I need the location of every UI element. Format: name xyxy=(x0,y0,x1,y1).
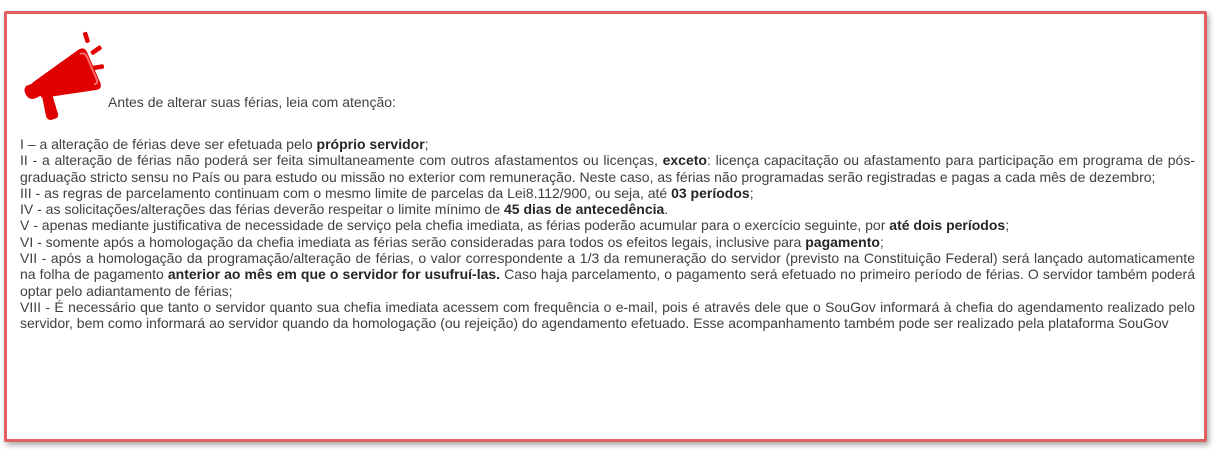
rule-emphasis: exceto xyxy=(662,152,707,169)
rule-text: VI - somente após a homologação da chefia imediata as férias serão consideradas para todos os efeitos legais, inclusive para xyxy=(20,233,806,250)
rule-item-ii xyxy=(20,152,1195,185)
rule-text: III - as regras de parcelamento continuam com o mesmo limite de parcelas da Lei8.112/900, ou seja, até xyxy=(20,184,672,201)
rule-item-i xyxy=(20,136,1195,152)
rule-item-iv xyxy=(20,201,1195,217)
rule-item-v xyxy=(20,217,1195,233)
rule-item-vi xyxy=(20,234,1195,250)
rule-text: ; xyxy=(424,136,429,152)
rules-list xyxy=(20,136,1195,332)
rule-emphasis: 03 períodos xyxy=(671,184,750,201)
rule-text: ; xyxy=(749,184,754,201)
notice-intro: Antes de alterar suas férias, leia com atenção: xyxy=(108,94,396,110)
rule-item-viii xyxy=(20,299,1195,332)
rule-item-iii xyxy=(20,185,1195,201)
rule-text: : licença capacitação ou afastamento para participação em programa de pós-graduação stricto sensu no País ou para estudo ou missão no exterior com remuneração. Neste caso, as férias não programadas serão registradas e pagas a cada mês de dezembro; xyxy=(20,152,1195,185)
rule-emphasis: próprio servidor xyxy=(316,136,425,152)
rule-text: IV - as solicitações/alterações das férias deverão respeitar o limite mínimo de xyxy=(20,201,504,218)
rule-text: ; xyxy=(879,233,884,250)
rule-text: VII - após a homologação da programação/alteração de férias, o valor correspondente a 1/3 da remuneração do servidor (previsto na Constituição Federal) será lançado automaticamente na folha de pagamento xyxy=(20,250,1195,283)
rule-emphasis: anterior ao mês em que o servidor for usufruí-las. xyxy=(167,266,501,283)
rule-item-vii xyxy=(20,250,1195,299)
rule-text: . xyxy=(664,201,669,218)
rule-text: V - apenas mediante justificativa de necessidade de serviço pela chefia imediata, as férias poderão acumular para o exercício seguinte, por xyxy=(20,217,890,234)
rule-text: II - a alteração de férias não poderá ser feita simultaneamente com outros afastamentos ou licenças, xyxy=(20,152,663,169)
rule-text: VIII - É necessário que tanto o servidor quanto sua chefia imediata acessem com frequência o e-mail, pois é através dele que o SouGov informará à chefia do agendamento realizado pelo servidor, bem como informará ao servidor quando da homologação (ou rejeição) do agendamento efetuado. Esse acompanhamento também pode ser realizado pela plataforma SouGov xyxy=(20,298,1195,332)
megaphone-icon xyxy=(20,28,115,123)
rule-text: I – a alteração de férias deve ser efetuada pelo xyxy=(20,136,317,152)
rule-emphasis: até dois períodos xyxy=(889,217,1006,234)
rule-emphasis: 45 dias de antecedência xyxy=(504,201,665,218)
rule-text: Caso haja parcelamento, o pagamento será efetuado no primeiro período de férias. O servidor também poderá optar pelo adiantamento de férias; xyxy=(20,266,1195,299)
rule-text: ; xyxy=(1005,217,1010,234)
rule-emphasis: pagamento xyxy=(805,233,880,250)
